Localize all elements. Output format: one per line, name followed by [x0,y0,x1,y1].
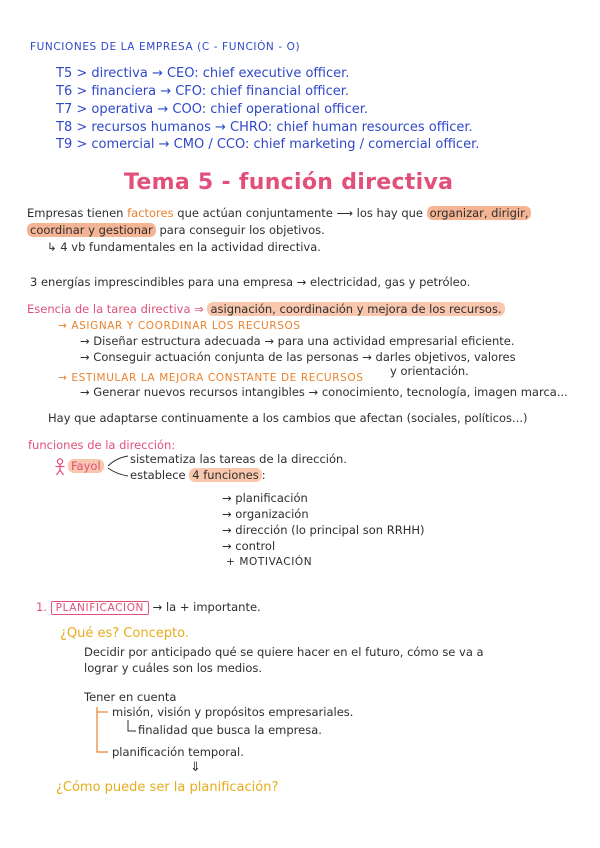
planificacion-number: 1. [36,600,47,614]
branch-colon: : [261,468,266,482]
adapt-line: Hay que adaptarse continuamente a los cambios que afectan (sociales, políticos...) [48,411,528,425]
esencia-value: asignación, coordinación y mejora de los recursos. [207,302,504,316]
funciones-title: funciones de la dirección: [28,438,176,452]
role-line-t7: T7 > operativa → COO: chief operational officer. [56,102,369,117]
role-line-t6: T6 > financiera → CFO: chief financial officer. [56,84,350,99]
esencia-sub1-item: → Conseguir actuación conjunta de las personas → darles objetivos, valores [80,350,516,364]
down-arrow-icon: ⇓ [190,760,201,775]
role-line-t9: T9 > comercial → CMO / CCO: chief marketing / comercial officer. [56,137,480,152]
definition-line-1: Decidir por anticipado qué se quiere hacer en el futuro, cómo se va a [84,645,484,659]
role-line-t8: T8 > recursos humanos → CHRO: chief human resources officer. [56,120,473,135]
funcion-item: → planificación [222,491,308,505]
tener-en-cuenta: Tener en cuenta [84,690,177,704]
planificacion-heading [36,600,261,614]
intro-text: que actúan conjuntamente ⟶ los hay que [177,206,424,220]
esencia-sub1-item: y orientación. [390,364,469,378]
intro-text: para conseguir los objetivos. [159,223,325,237]
intro-factores: factores [127,206,174,220]
tener-item-2: planificación temporal. [112,745,244,759]
esencia-label: Esencia de la tarea directiva [27,302,191,316]
question-concepto: ¿Qué es? Concepto. [60,626,189,641]
esencia-arrow: ⇒ [194,302,204,316]
esencia-sub1-title: → ASIGNAR Y COORDINAR LOS RECURSOS [58,320,301,332]
tener-item-1: misión, visión y propósitos empresariales. [112,705,354,719]
definition-line-2: lograr y cuáles son los medios. [84,661,263,675]
tener-item-1-sub: finalidad que busca la empresa. [138,723,322,737]
esencia-sub2-title: → ESTIMULAR LA MEJORA CONSTANTE DE RECURSOS [58,372,364,384]
role-line-t5: T5 > directiva → CEO: chief executive officer. [56,66,350,81]
esencia-sub2-item: → Generar nuevos recursos intangibles → conocimiento, tecnología, imagen marca... [80,385,568,399]
funcion-item: → control [222,539,276,553]
funcion-item-motivacion: + MOTIVACIÓN [226,556,313,568]
branch-text: establece [130,468,186,482]
esencia-sub1-item: → Diseñar estructura adecuada → para una actividad empresarial eficiente. [80,334,515,348]
intro-text: Empresas tienen [27,206,124,220]
page-title: Tema 5 - función directiva [124,170,454,195]
fayol-branch-1: sistematiza las tareas de la dirección. [130,452,347,466]
intro-highlight: organizar, dirigir, [427,206,532,220]
question-como: ¿Cómo puede ser la planificación? [56,780,279,795]
intro-highlight: coordinar y gestionar [27,223,156,237]
planificacion-label: PLANIFICACIÓN [51,601,149,615]
planificacion-note: → la + importante. [152,600,261,614]
intro-line-3: ↳ 4 vb fundamentales en la actividad directiva. [47,240,321,254]
energias-line: 3 energías imprescindibles para una empresa → electricidad, gas y petróleo. [30,275,471,289]
fayol-branch-2 [130,468,266,482]
author-name: Fayol [68,459,104,473]
branch-highlight: 4 funciones [189,468,262,482]
funcion-item: → organización [222,507,309,521]
header-title: FUNCIONES DE LA EMPRESA (C - FUNCIÓN - O) [30,41,301,53]
funcion-item: → dirección (lo principal son RRHH) [222,523,425,537]
